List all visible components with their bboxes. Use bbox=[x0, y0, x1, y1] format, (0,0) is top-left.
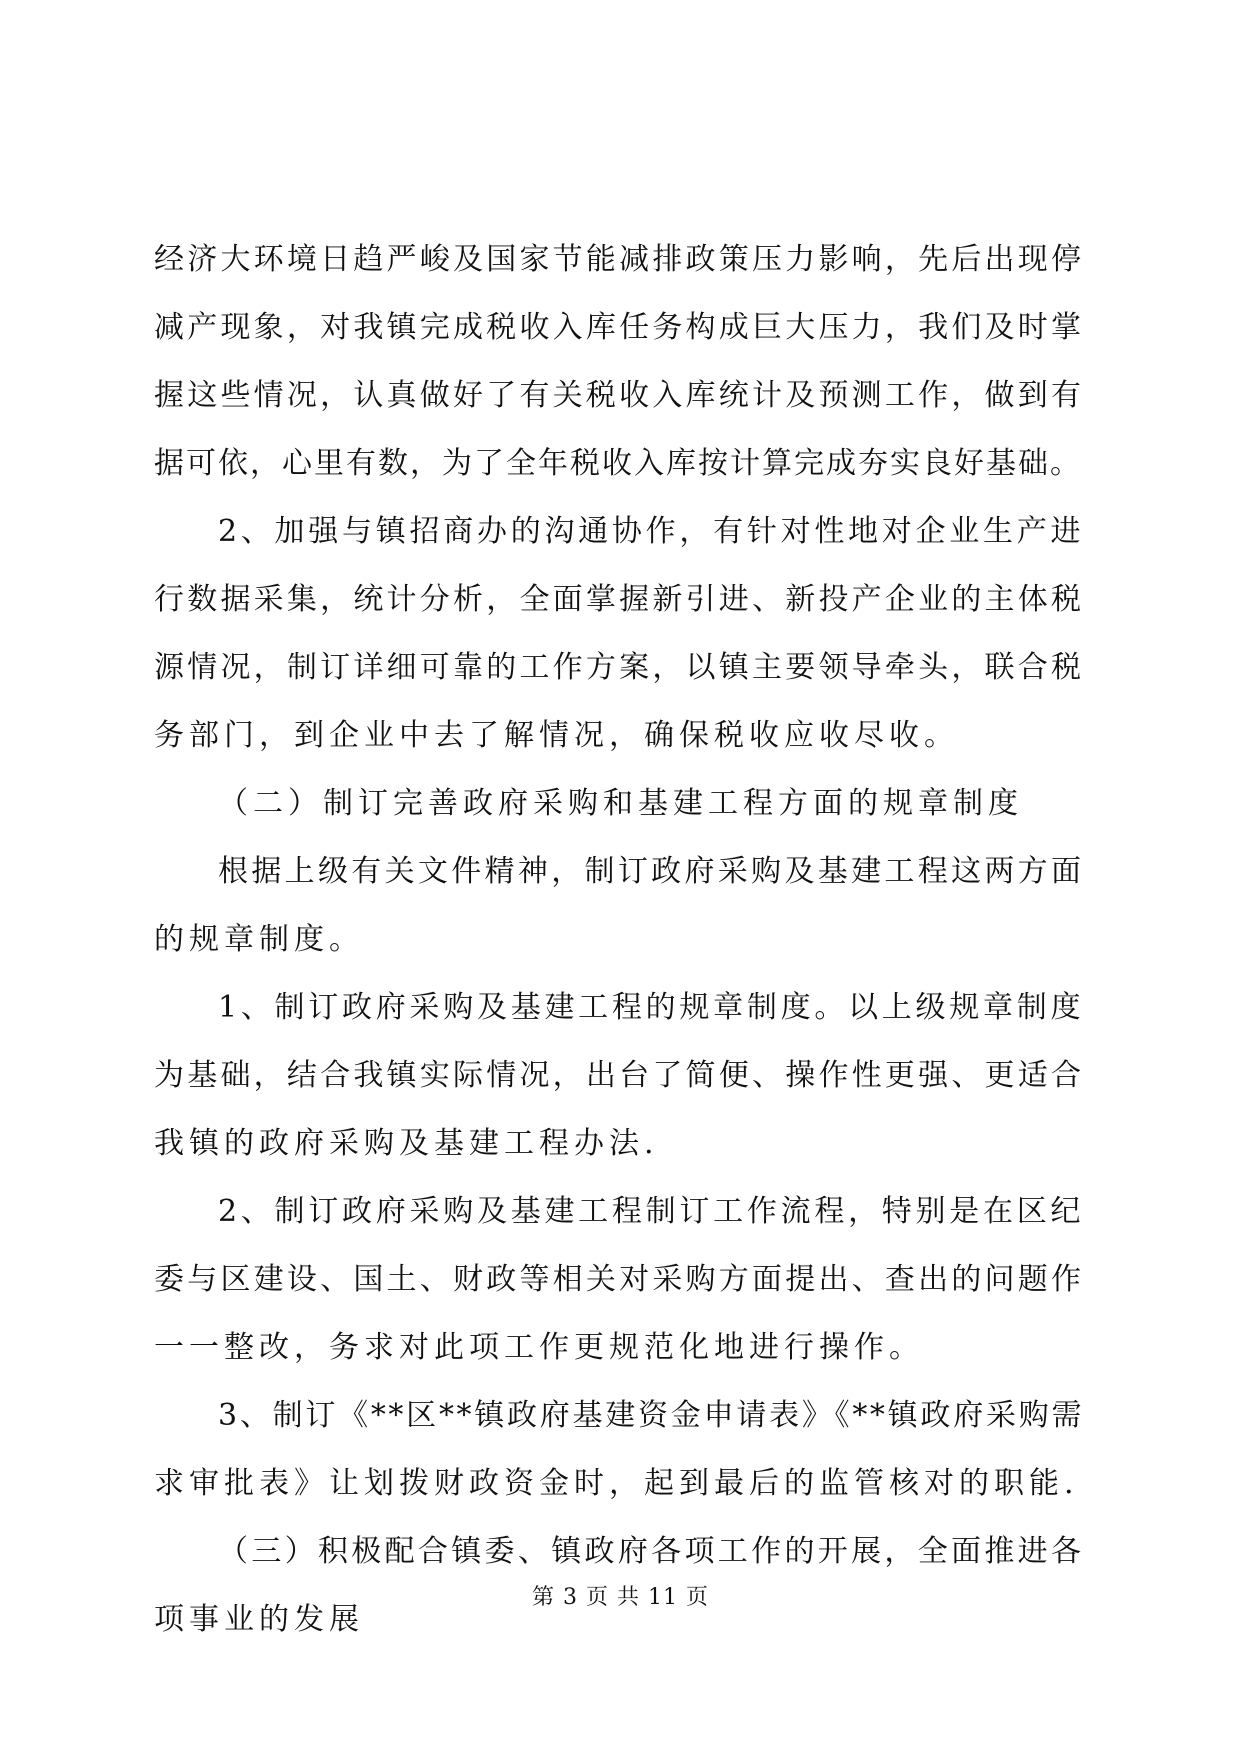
text-line: 1、制订政府采购及基建工程的规章制度。以上级规章制度 bbox=[218, 990, 1084, 1025]
text-line: 求审批表》让划拨财政资金时，起到最后的监管核对的职能. bbox=[154, 1466, 1079, 1501]
text-line: 为基础，结合我镇实际情况，出台了简便、操作性更强、更适合 bbox=[154, 1058, 1084, 1093]
page-footer: 第 3 页 共 11 页 bbox=[532, 1585, 709, 1610]
text-line: （三）积极配合镇委、镇政府各项工作的开展，全面推进各 bbox=[218, 1534, 1084, 1569]
text-line: 行数据采集，统计分析，全面掌握新引进、新投产企业的主体税 bbox=[154, 582, 1084, 617]
text-line: 我镇的政府采购及基建工程办法. bbox=[154, 1126, 659, 1161]
text-line: 委与区建设、国土、财政等相关对采购方面提出、查出的问题作 bbox=[154, 1262, 1084, 1297]
text-line: （二）制订完善政府采购和基建工程方面的规章制度 bbox=[218, 786, 1023, 821]
text-line: 项事业的发展 bbox=[154, 1602, 364, 1637]
text-line: 2、制订政府采购及基建工程制订工作流程，特别是在区纪 bbox=[218, 1194, 1084, 1229]
text-line: 根据上级有关文件精神，制订政府采购及基建工程这两方面 bbox=[218, 854, 1084, 889]
text-line: 减产现象，对我镇完成税收入库任务构成巨大压力，我们及时掌 bbox=[154, 310, 1084, 345]
text-line: 务部门，到企业中去了解情况，确保税收应收尽收。 bbox=[154, 718, 959, 753]
document-body bbox=[154, 226, 1084, 1654]
text-line: 源情况，制订详细可靠的工作方案，以镇主要领导牵头，联合税 bbox=[154, 650, 1084, 685]
text-line: 的规章制度。 bbox=[154, 922, 364, 957]
text-line: 2、加强与镇招商办的沟通协作，有针对性地对企业生产进 bbox=[218, 514, 1084, 549]
text-line: 据可依，心里有数，为了全年税收入库按计算完成夯实良好基础。 bbox=[154, 446, 1082, 481]
text-line: 一一整改，务求对此项工作更规范化地进行操作。 bbox=[154, 1330, 924, 1365]
text-line: 3、制订《**区**镇政府基建资金申请表》《**镇政府采购需 bbox=[218, 1398, 1084, 1433]
text-line: 经济大环境日趋严峻及国家节能减排政策压力影响，先后出现停 bbox=[154, 242, 1084, 277]
text-line: 握这些情况，认真做好了有关税收入库统计及预测工作，做到有 bbox=[154, 378, 1084, 413]
